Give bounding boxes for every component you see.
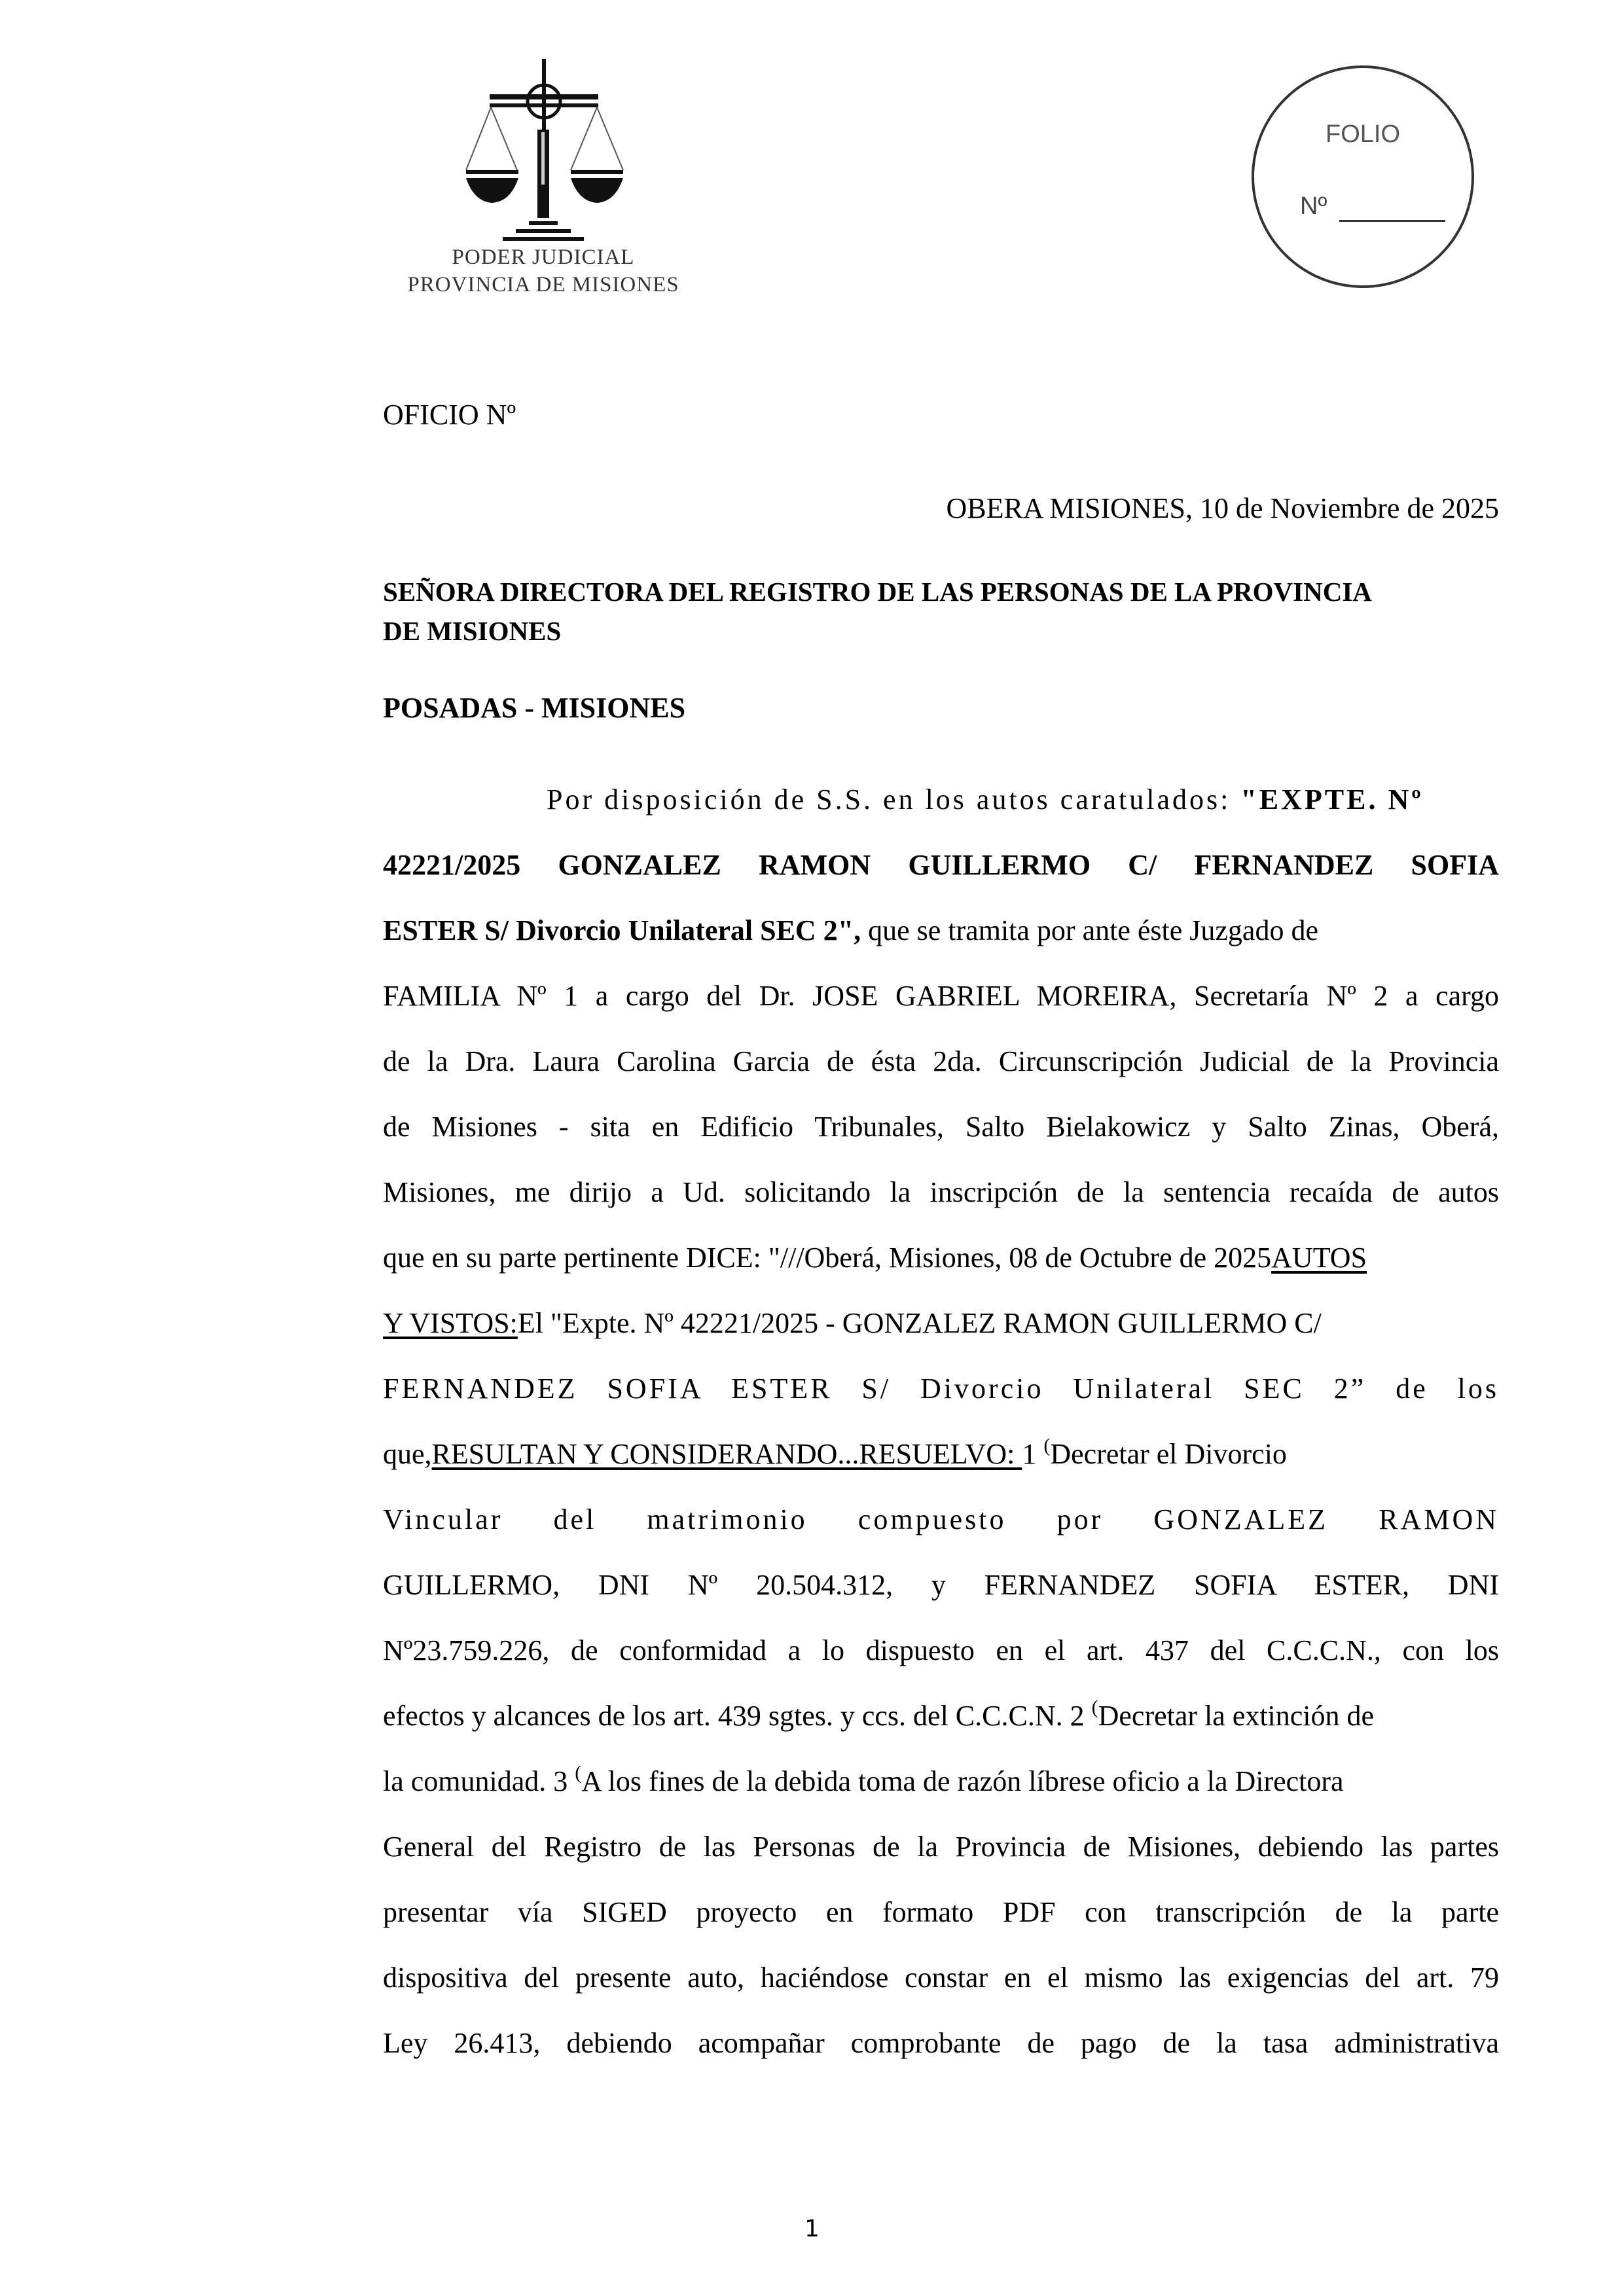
- body-line: FAMILIA Nº 1 a cargo del Dr. JOSE GABRIEL MOREIRA, Secretaría Nº 2 a cargo: [383, 980, 1499, 1012]
- body-line: [383, 1309, 1499, 1338]
- body-text: El "Expte. Nº 42221/2025 - GONZALEZ RAMON GUILLERMO C/: [517, 1307, 1322, 1339]
- page-number: 1: [804, 2215, 820, 2242]
- body-line: [383, 1696, 1499, 1734]
- body-line: Ley 26.413, debiendo acompañar comprobante de pago de la tasa administrativa: [383, 2027, 1499, 2059]
- logo-text-poder-judicial: PODER JUDICIAL: [452, 245, 635, 269]
- folio-label: FOLIO: [1325, 120, 1401, 148]
- paren-mark: (: [1043, 1435, 1051, 1456]
- body-text: Decretar la extinción de: [1098, 1700, 1375, 1732]
- body-line: Vincular del matrimonio compuesto por GONZALEZ RAMON: [383, 1503, 1499, 1535]
- case-title-line: 42221/2025 GONZALEZ RAMON GUILLERMO C/ FERNANDEZ SOFIA: [383, 849, 1499, 881]
- oficio-number: OFICIO Nº: [383, 399, 516, 431]
- body-line: GUILLERMO, DNI Nº 20.504.312, y FERNANDEZ SOFIA ESTER, DNI: [383, 1569, 1499, 1601]
- body-text: efectos y alcances de los art. 439 sgtes. y ccs. del C.C.C.N. 2: [383, 1700, 1092, 1732]
- body-text: que en su parte pertinente DICE: "///Oberá, Misiones, 08 de Octubre de 2025: [383, 1242, 1272, 1274]
- case-reference: "EXPTE. Nº: [1240, 783, 1424, 816]
- case-title: ESTER S/ Divorcio Unilateral SEC 2",: [383, 914, 861, 946]
- body-line: [547, 785, 1499, 814]
- poder-judicial-logo: [406, 39, 681, 296]
- folio-number-label: Nº: [1300, 192, 1327, 220]
- vistos-heading: Y VISTOS:: [383, 1307, 518, 1339]
- place-and-date: OBERA MISIONES, 10 de Noviembre de 2025: [946, 492, 1499, 524]
- body-line: General del Registro de las Personas de la Provincia de Misiones, debiendo las partes: [383, 1831, 1499, 1863]
- paren-mark: (: [1091, 1696, 1098, 1718]
- logo-text-provincia: PROVINCIA DE MISIONES: [407, 273, 679, 296]
- body-line: dispositiva del presente auto, haciéndose constar en el mismo las exigencias del art. 79: [383, 1962, 1499, 1994]
- scales-of-justice-icon: [406, 39, 681, 229]
- paren-mark: (: [575, 1762, 582, 1784]
- body-line: presentar vía SIGED proyecto en formato PDF con transcripción de la parte: [383, 1896, 1499, 1928]
- body-text: A los fines de la debida toma de razón líbrese oficio a la Directora: [581, 1765, 1344, 1797]
- body-text: la comunidad. 3: [383, 1765, 575, 1797]
- folio-stamp: [1252, 65, 1474, 288]
- item-number: 1: [1022, 1438, 1037, 1470]
- logo-base-step: [503, 237, 584, 241]
- addressee-line-1: SEÑORA DIRECTORA DEL REGISTRO DE LAS PERSONAS DE LA PROVINCIA: [383, 577, 1372, 607]
- body-text: que,: [383, 1438, 432, 1470]
- body-text: Decretar el Divorcio: [1050, 1438, 1287, 1470]
- body-line: Misiones, me dirijo a Ud. solicitando la inscripción de la sentencia recaída de autos: [383, 1176, 1499, 1208]
- logo-base-step: [516, 229, 571, 233]
- body-line: FERNANDEZ SOFIA ESTER S/ Divorcio Unilateral SEC 2” de los: [383, 1372, 1499, 1405]
- body-line: Nº23.759.226, de conformidad a lo dispuesto en el art. 437 del C.C.C.N., con los: [383, 1634, 1499, 1666]
- body-line: [383, 1244, 1499, 1272]
- body-text: Por disposición de S.S. en los autos caratulados:: [547, 783, 1241, 816]
- body-line: de Misiones - sita en Edificio Tribunales, Salto Bielakowicz y Salto Zinas, Oberá,: [383, 1111, 1499, 1143]
- autos-heading: AUTOS: [1271, 1242, 1367, 1274]
- body-line: [383, 916, 1499, 945]
- body-text: que se tramita por ante éste Juzgado de: [861, 914, 1318, 946]
- body-line: de la Dra. Laura Carolina Garcia de ésta 2da. Circunscripción Judicial de la Provincia: [383, 1045, 1499, 1077]
- body-line: [383, 1762, 1499, 1799]
- addressee-line-2: DE MISIONES: [383, 616, 562, 646]
- addressee-city: POSADAS - MISIONES: [383, 692, 686, 724]
- resuelvo-heading: RESULTAN Y CONSIDERANDO...RESUELVO:: [431, 1438, 1022, 1470]
- body-line: [383, 1435, 1499, 1472]
- folio-number-blank: [1339, 220, 1445, 222]
